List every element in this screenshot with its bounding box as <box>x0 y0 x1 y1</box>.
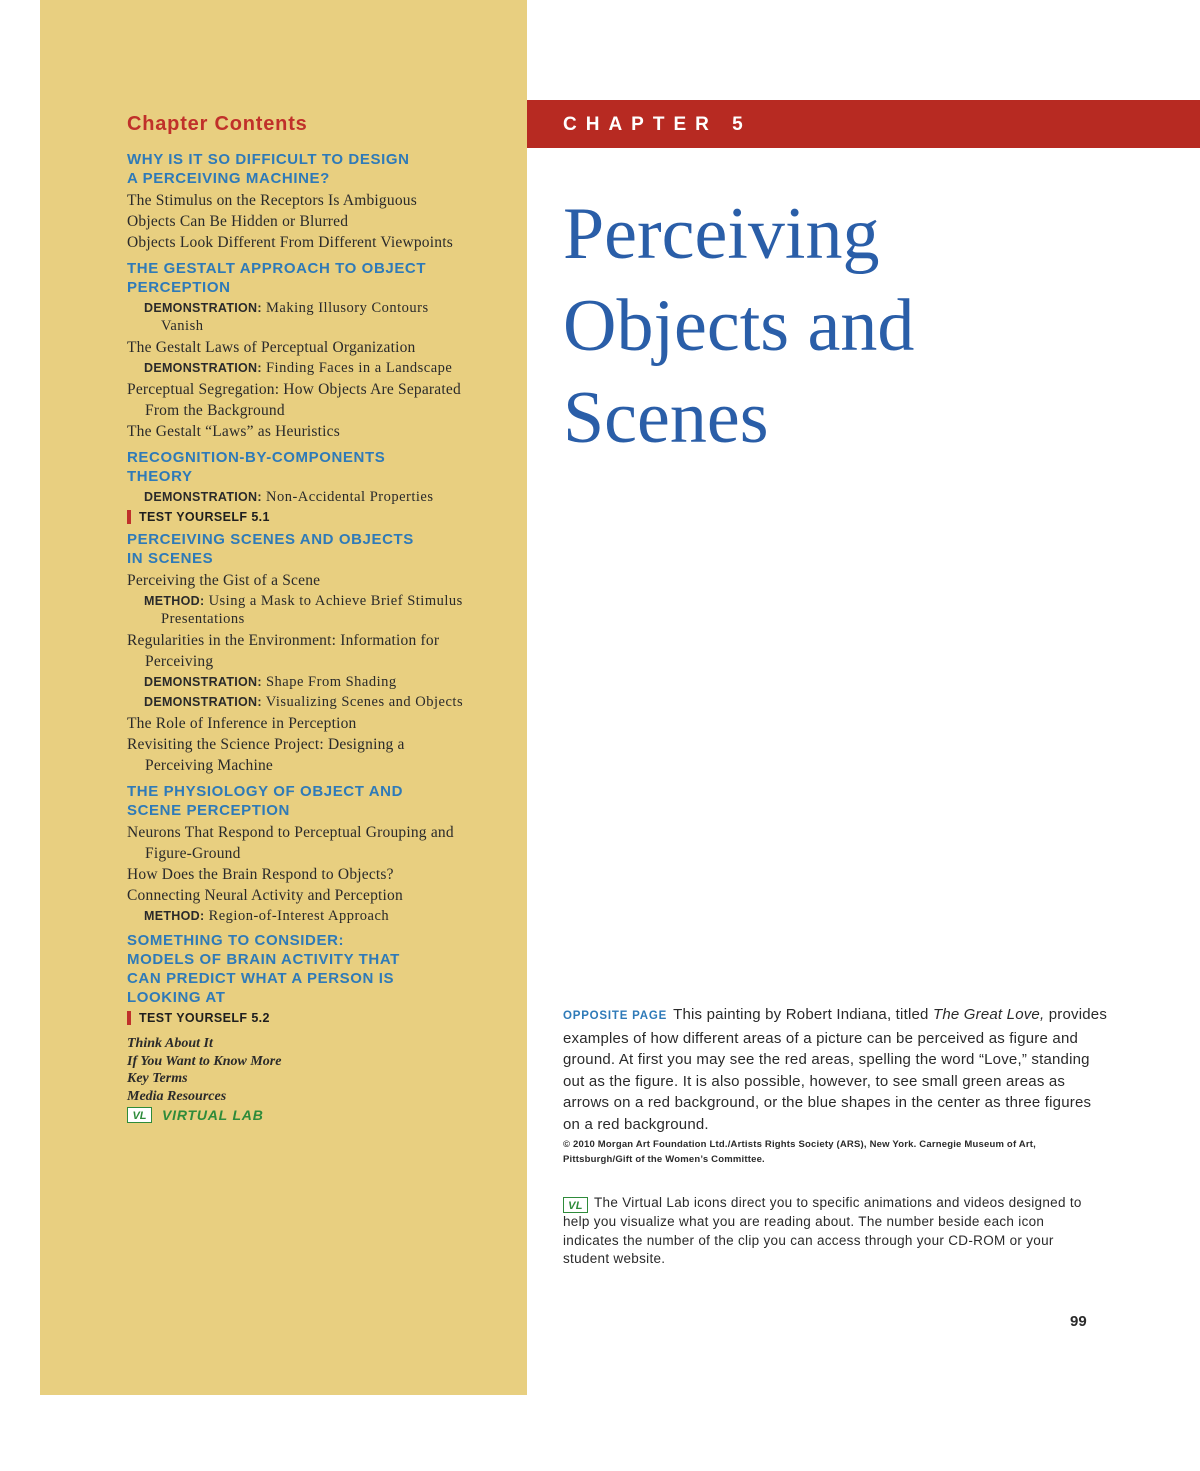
virtual-lab-icon: VL <box>563 1197 588 1213</box>
page-number: 99 <box>1070 1313 1087 1330</box>
toc-entry[interactable]: Perceptual Segregation: How Objects Are Separated From the Background <box>127 381 461 419</box>
virtual-lab-label: VIRTUAL LAB <box>162 1107 264 1123</box>
back-matter <box>127 1035 472 1123</box>
toc-method[interactable]: METHOD: Using a Mask to Achieve Brief Stimulus Presentations <box>144 593 463 627</box>
opposite-page-caption: OPPOSITE PAGE This painting by Robert Indiana, titled The Great Love, provides examples of how different areas of a picture can be perceived as figure and ground. At first you may see the red areas, spelling the word “Love,” standing out as the figure. It is also possible, however, to see small green areas as arrows on a red background, or the blue shapes in the center as three figures on a red background. © 2010 Morgan Art Foundation Ltd./Artists Rights Society (ARS), New York. Carnegie Museum of Art, Pittsburgh/Gift of the Women’s Committee. <box>563 1006 1108 1165</box>
toc-entry[interactable]: The Stimulus on the Receptors Is Ambiguous <box>127 192 417 209</box>
toc-entry[interactable]: The Role of Inference in Perception <box>127 715 357 732</box>
toc-entry[interactable]: Objects Look Different From Different Viewpoints <box>127 234 453 251</box>
toc-entry[interactable]: The Gestalt Laws of Perceptual Organization <box>127 339 416 356</box>
virtual-lab-note: VL The Virtual Lab icons direct you to specific animations and videos designed to help you visualize what you are reading about. The number beside each icon indicates the number of the clip you can access through your CD-ROM or your student website. <box>563 1195 1082 1266</box>
toc-demonstration[interactable]: DEMONSTRATION: Making Illusory Contours Vanish <box>144 300 429 334</box>
test-yourself-5-2[interactable]: TEST YOURSELF 5.2 <box>127 1011 472 1025</box>
toc-demonstration[interactable]: DEMONSTRATION: Shape From Shading <box>144 674 397 690</box>
toc-demonstration[interactable]: DEMONSTRATION: Visualizing Scenes and Objects <box>144 694 464 710</box>
toc-entry[interactable]: Perceiving the Gist of a Scene <box>127 572 321 589</box>
contents-title: Chapter Contents <box>127 113 308 135</box>
chapter-banner <box>527 100 1200 148</box>
toc-entry[interactable]: The Gestalt “Laws” as Heuristics <box>127 423 340 440</box>
back-matter-item[interactable]: Think About It <box>127 1036 213 1051</box>
virtual-lab-icon: VL <box>127 1107 152 1123</box>
painting-title: The Great Love, <box>932 1006 1045 1023</box>
section-heading[interactable]: WHY IS IT SO DIFFICULT TO DESIGN A PERCEIVING MACHINE? <box>127 151 410 187</box>
back-matter-item[interactable]: Key Terms <box>127 1071 188 1086</box>
chapter-contents <box>127 113 472 1123</box>
toc-entry[interactable]: Regularities in the Environment: Information for Perceiving <box>127 632 440 670</box>
test-marker <box>127 1011 131 1025</box>
virtual-lab-link[interactable] <box>127 1107 472 1123</box>
toc-entry[interactable]: Revisiting the Science Project: Designing a Perceiving Machine <box>127 736 405 774</box>
toc-entry[interactable]: Connecting Neural Activity and Perception <box>127 887 403 904</box>
back-matter-item[interactable]: Media Resources <box>127 1088 227 1104</box>
test-marker <box>127 510 131 524</box>
chapter-label: CHAPTER 5 <box>563 114 752 135</box>
image-credit: © 2010 Morgan Art Foundation Ltd./Artists Rights Society (ARS), New York. Carnegie Museum of Art, Pittsburgh/Gift of the Women’s Committee. <box>563 1139 1036 1165</box>
back-matter-item[interactable]: If You Want to Know More <box>127 1053 282 1069</box>
toc-demonstration[interactable]: DEMONSTRATION: Non-Accidental Properties <box>144 489 434 505</box>
section-heading[interactable]: RECOGNITION-BY-COMPONENTS THEORY <box>127 449 386 485</box>
chapter-title: Perceiving Objects and Scenes <box>563 193 915 459</box>
test-yourself-5-1[interactable]: TEST YOURSELF 5.1 <box>127 510 472 524</box>
section-heading[interactable]: SOMETHING TO CONSIDER: MODELS OF BRAIN ACTIVITY THAT CAN PREDICT WHAT A PERSON IS LOOKING AT <box>127 932 400 1006</box>
section-heading[interactable]: THE PHYSIOLOGY OF OBJECT AND SCENE PERCEPTION <box>127 783 403 819</box>
toc-method[interactable]: METHOD: Region-of-Interest Approach <box>144 908 390 924</box>
opposite-page-label: OPPOSITE PAGE <box>563 1010 668 1022</box>
toc-demonstration[interactable]: DEMONSTRATION: Finding Faces in a Landscape <box>144 360 453 376</box>
section-heading[interactable]: PERCEIVING SCENES AND OBJECTS IN SCENES <box>127 531 414 567</box>
section-heading[interactable]: THE GESTALT APPROACH TO OBJECT PERCEPTION <box>127 260 427 296</box>
toc-entry[interactable]: How Does the Brain Respond to Objects? <box>127 866 394 883</box>
toc-entry[interactable]: Objects Can Be Hidden or Blurred <box>127 213 349 230</box>
toc-entry[interactable]: Neurons That Respond to Perceptual Grouping and Figure-Ground <box>127 824 454 862</box>
